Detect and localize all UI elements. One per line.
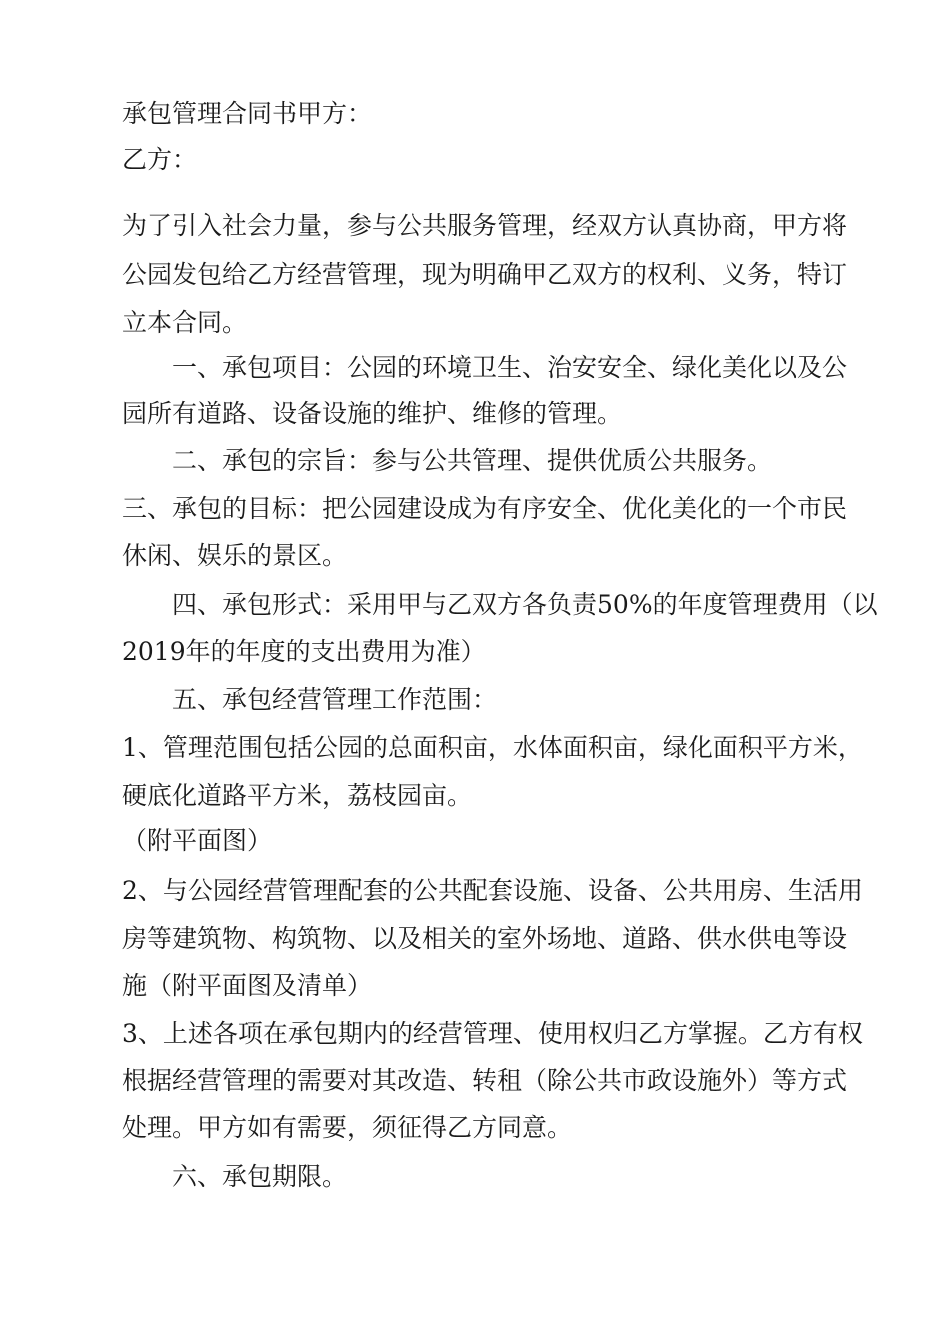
- section6-line: 六、承包期限。: [172, 1162, 348, 1191]
- item2-line-2: 房等建筑物、构筑物、以及相关的室外场地、道路、供水供电等设: [122, 924, 848, 953]
- item3-line-1: 3、上述各项在承包期内的经营管理、使用权归乙方掌握。乙方有权: [122, 1019, 863, 1048]
- section4-line-1: 四、承包形式：采用甲与乙双方各负责50%的年度管理费用（以: [172, 590, 878, 619]
- section4-line-2: 2019年的年度的支出费用为准）: [122, 637, 486, 666]
- intro-line-3: 立本合同。: [122, 308, 248, 337]
- party-b-label: 乙方：: [122, 145, 198, 174]
- item1-line-1: 1、管理范围包括公园的总面积亩，水体面积亩，绿化面积平方米，: [122, 733, 863, 762]
- contract-header-line: 承包管理合同书甲方：: [122, 99, 373, 128]
- section2-line: 二、承包的宗旨：参与公共管理、提供优质公共服务。: [172, 446, 773, 475]
- section1-line-1: 一、承包项目：公园的环境卫生、治安安全、绿化美化以及公: [172, 353, 848, 382]
- item1-line-2: 硬底化道路平方米，荔枝园亩。: [122, 781, 473, 810]
- item3-line-3: 处理。甲方如有需要，须征得乙方同意。: [122, 1113, 573, 1142]
- item2-line-1: 2、与公园经营管理配套的公共配套设施、设备、公共用房、生活用: [122, 876, 863, 905]
- section1-line-2: 园所有道路、设备设施的维护、维修的管理。: [122, 399, 623, 428]
- item2-line-3: 施（附平面图及清单）: [122, 971, 373, 1000]
- section3-line-2: 休闲、娱乐的景区。: [122, 541, 348, 570]
- item1-note: （附平面图）: [122, 826, 273, 855]
- section5-title: 五、承包经营管理工作范围：: [172, 685, 498, 714]
- intro-line-2: 公园发包给乙方经营管理，现为明确甲乙双方的权利、义务，特订: [122, 260, 848, 289]
- intro-line-1: 为了引入社会力量，参与公共服务管理，经双方认真协商，甲方将: [122, 211, 848, 240]
- section3-line-1: 三、承包的目标：把公园建设成为有序安全、优化美化的一个市民: [122, 494, 848, 523]
- item3-line-2: 根据经营管理的需要对其改造、转租（除公共市政设施外）等方式: [122, 1066, 848, 1095]
